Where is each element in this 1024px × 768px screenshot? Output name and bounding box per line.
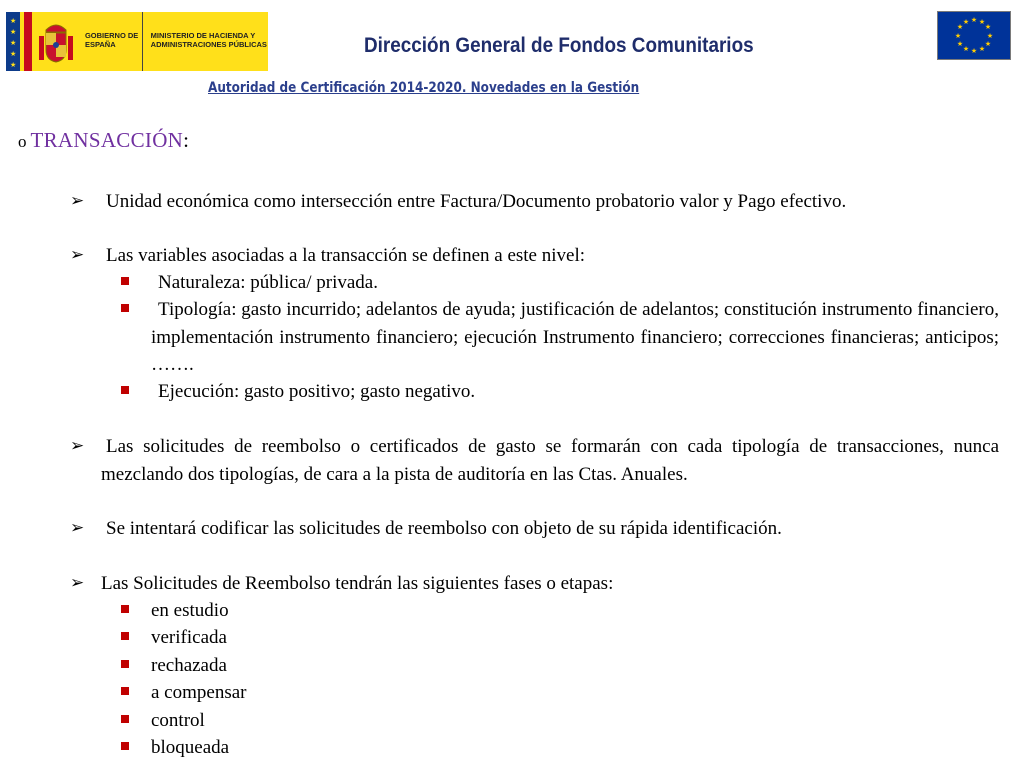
svg-text:★: ★ [978,45,986,53]
phase-item: rechazada [151,655,227,676]
svg-text:★: ★ [956,40,964,48]
square-bullet-icon [121,687,129,695]
list-item: Las solicitudes de reembolso o certificados de gasto se formarán con cada tipología de transacciones, nunca mezclando dos tipologías, de cara a la pista de auditoría en las Ctas. Anuales. [101,436,999,485]
section-heading [18,128,189,153]
arrow-bullet-icon: ➢ [70,245,85,265]
square-bullet-icon [121,660,129,668]
heading-text: TRANSACCIÓN [30,128,184,152]
svg-text:★: ★ [970,16,978,24]
phase-item: a compensar [151,682,247,703]
arrow-bullet-icon: ➢ [70,191,85,211]
square-bullet-icon [121,304,129,312]
ministerio-text: MINISTERIO DE HACIENDA Y ADMINISTRACIONES PÚBLICAS [150,31,267,49]
list-item: Unidad económica como intersección entre Factura/Documento probatorio valor y Pago efectivo. [106,191,847,212]
heading-colon: : [183,128,189,152]
square-bullet-icon [121,386,129,394]
list-item: Se intentará codificar las solicitudes de reembolso con objeto de su rápida identificación. [106,518,782,539]
eu-flag-icon [938,12,1010,59]
svg-text:★: ★ [956,23,964,31]
government-logo [6,12,268,71]
sub-list-item: Tipología: gasto incurrido; adelantos de ayuda; justificación de adelantos; constitución instrumento financiero, implementación instrumento financiero; ejecución Instrumento financiero; correcciones financieras; anticipos; ……. [151,299,999,375]
square-bullet-icon [121,742,129,750]
arrow-bullet-icon: ➢ [70,436,85,456]
square-bullet-icon [121,277,129,285]
phase-item: control [151,710,205,731]
circle-bullet-icon: o [18,132,27,151]
list-item: Las variables asociadas a la transacción se definen a este nivel: [106,245,586,266]
phase-item: en estudio [151,600,229,621]
gobierno-text: GOBIERNO DE ESPAÑA [79,12,143,71]
svg-text:★: ★ [984,40,992,48]
svg-text:★: ★ [954,32,962,40]
coat-of-arms-icon [32,12,79,71]
phase-item: bloqueada [151,737,230,758]
list-item: Las Solicitudes de Reembolso tendrán las siguientes fases o etapas: [101,573,614,594]
svg-text:★: ★ [984,23,992,31]
square-bullet-icon [121,605,129,613]
sub-list-item: Ejecución: gasto positivo; gasto negativo. [158,381,476,402]
arrow-bullet-icon: ➢ [70,518,85,538]
page-subtitle: Autoridad de Certificación 2014-2020. Novedades en la Gestión [208,80,640,96]
arrow-bullet-icon: ➢ [70,573,85,593]
svg-text:★: ★ [962,18,970,26]
svg-text:★: ★ [962,45,970,53]
svg-text:★: ★ [978,18,986,26]
svg-text:★: ★ [970,47,978,55]
phase-item: verificada [151,627,227,648]
spain-flag-strip: ★ ★ ★ ★ ★ [6,12,32,71]
svg-text:★: ★ [986,32,994,40]
square-bullet-icon [121,632,129,640]
page-title: Dirección General de Fondos Comunitarios [364,34,754,57]
sub-list-item: Naturaleza: pública/ privada. [158,272,378,293]
square-bullet-icon [121,715,129,723]
